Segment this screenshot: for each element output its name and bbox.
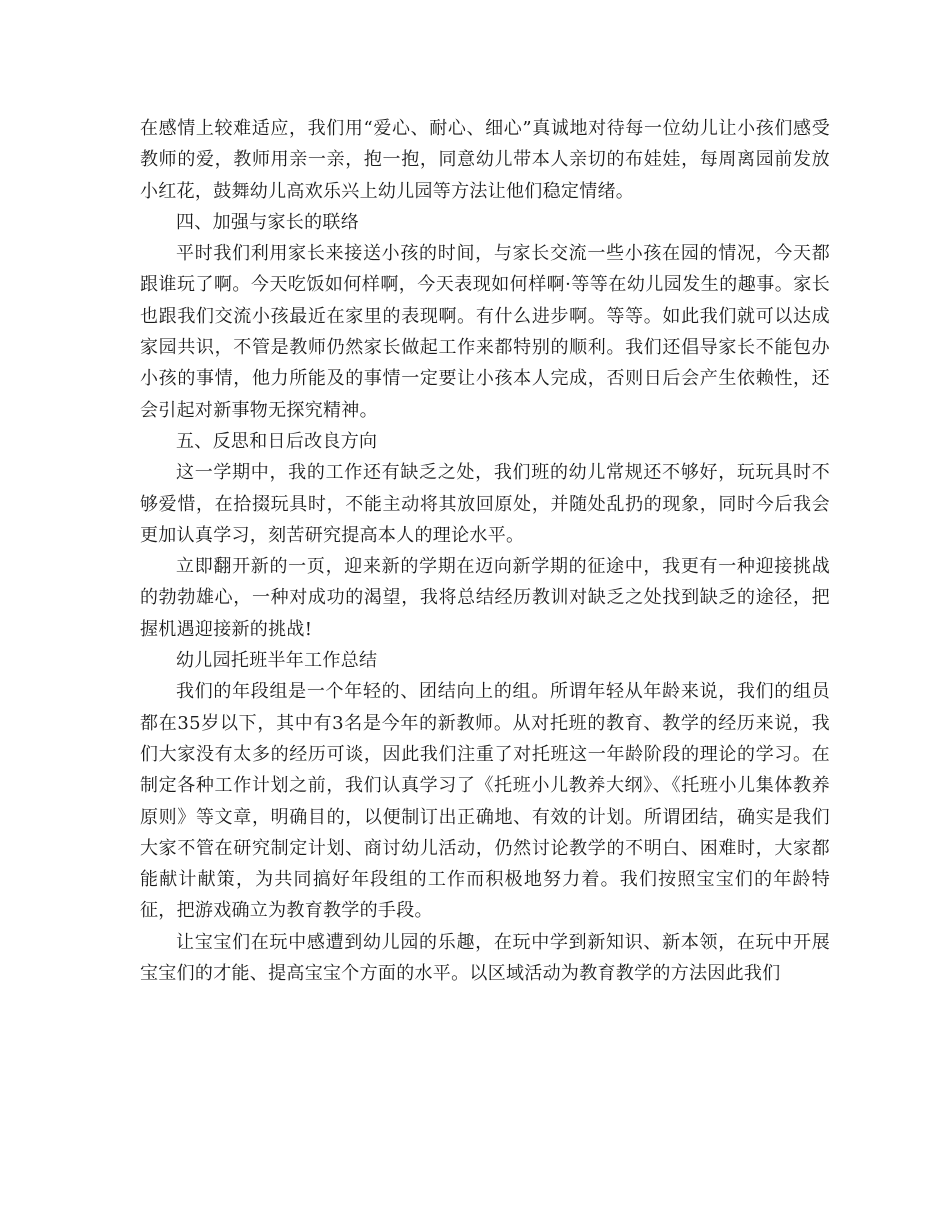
section-heading-half-year-summary: 幼儿园托班半年工作总结 bbox=[176, 650, 378, 672]
paragraph-parent-contact: 平时我们利用家长来接送小孩的时间，与家长交流一些小孩在园的情况，今天都跟谁玩了啊。今天吃饭如何样啊，今天表现如何样啊·等等在幼儿园发生的趣事。家长也跟我们交流小孩最近在家里的表现啊。有什么进步啊。等等。如此我们就可以达成家园共识，不管是教师仍然家长做起工作来都特别的顺利。我们还倡导家长不能包办小孩的事情，他力所能及的事情一定要让小孩本人完成，否则日后会产生依赖性，还会引起对新事物无探究精神。 bbox=[140, 243, 830, 421]
section-heading-reflection: 五、反思和日后改良方向 bbox=[176, 430, 378, 452]
document-body bbox=[140, 113, 830, 989]
paragraph-reflection: 这一学期中，我的工作还有缺乏之处，我们班的幼儿常规还不够好，玩玩具时不够爱惜，在拾掇玩具时，不能主动将其放回原处，并随处乱扔的现象，同时今后我会更加认真学习，刻苦研究提高本人的理论水平。 bbox=[140, 462, 830, 546]
paragraph-new-semester: 立即翻开新的一页，迎来新的学期在迈向新学期的征途中，我更有一种迎接挑战的勃勃雄心，一种对成功的渴望，我将总结经历教训对缺乏之处找到缺乏的途径，把握机遇迎接新的挑战! bbox=[140, 556, 830, 640]
paragraph-play-learning: 让宝宝们在玩中感遭到幼儿园的乐趣，在玩中学到新知识、新本领，在玩中开展宝宝们的才能、提高宝宝个方面的水平。以区域活动为教育教学的方法因此我们 bbox=[140, 931, 830, 985]
section-heading-parent-contact: 四、加强与家长的联络 bbox=[176, 211, 359, 233]
paragraph-team: 我们的年段组是一个年轻的、团结向上的组。所谓年轻从年龄来说，我们的组员都在35岁以下，其中有3名是今年的新教师。从对托班的教育、教学的经历来说，我们大家没有太多的经历可谈，因此我们注重了对托班这一年龄阶段的理论的学习。在制定各种工作计划之前，我们认真学习了《托班小儿教养大纲》、《托班小儿集体教养原则》等文章，明确目的，以便制订出正确地、有效的计划。所谓团结，确实是我们大家不管在研究制定计划、商讨幼儿活动，仍然讨论教学的不明白、困难时，大家都能献计献策，为共同搞好年段组的工作而积极地努力着。我们按照宝宝们的年龄特征，把游戏确立为教育教学的手段。 bbox=[140, 681, 830, 922]
paragraph-continued: 在感情上较难适应，我们用“爱心、耐心、细心”真诚地对待每一位幼儿让小孩们感受教师的爱，教师用亲一亲，抱一抱，同意幼儿带本人亲切的布娃娃，每周离园前发放小红花，鼓舞幼儿高欢乐兴上幼儿园等方法让他们稳定情绪。 bbox=[140, 118, 830, 202]
